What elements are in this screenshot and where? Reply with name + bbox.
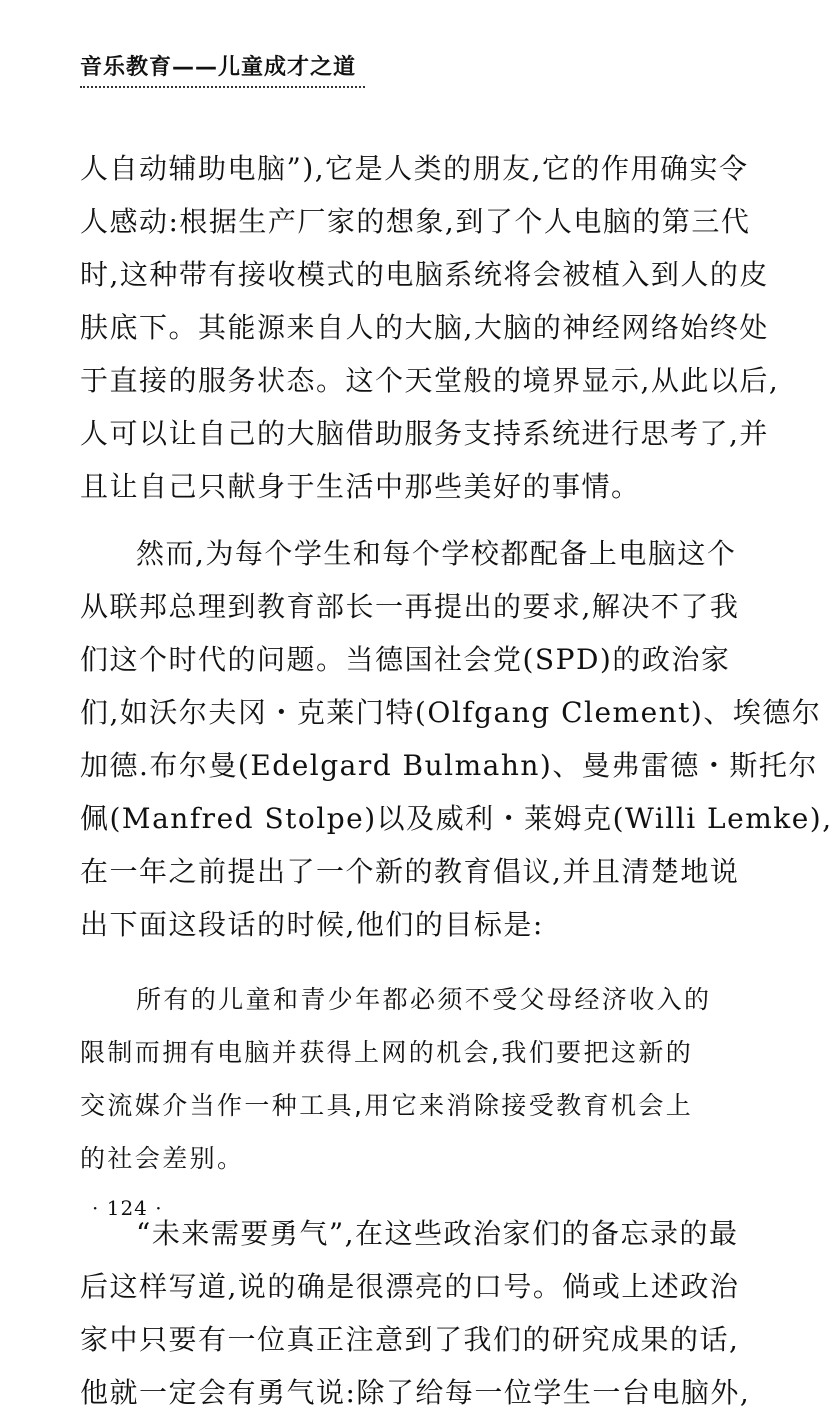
quote-line: 限制而拥有电脑并获得上网的机会,我们要把这新的 (80, 1038, 694, 1067)
paragraph-1 (80, 142, 780, 513)
paragraph-2 (80, 527, 833, 951)
text-line: 们,如沃尔夫冈・克莱门特(Olfgang Clement)、埃德尔 (80, 696, 822, 729)
quote-line: 交流媒介当作一种工具,用它来消除接受教育机会上 (80, 1091, 694, 1120)
text-line: 时,这种带有接收模式的电脑系统将会被植入到人的皮 (80, 258, 769, 291)
text-line: 出下面这段话的时候,他们的目标是: (80, 908, 544, 941)
text-line: 从联邦总理到教育部长一再提出的要求,解决不了我 (80, 590, 740, 623)
paragraph-spacer (80, 951, 705, 973)
text-line: 且让自己只献身于生活中那些美好的事情。 (80, 470, 641, 503)
text-line: 家中只要有一位真正注意到了我们的研究成果的话, (80, 1323, 740, 1356)
text-line: 人感动:根据生产厂家的想象,到了个人电脑的第三代 (80, 205, 751, 238)
text-line: 佩(Manfred Stolpe)以及威利・莱姆克(Willi Lemke), (80, 802, 833, 835)
text-line: 们这个时代的问题。当德国社会党(SPD)的政治家 (80, 643, 731, 676)
text-line: 人自动辅助电脑”),它是人类的朋友,它的作用确实令 (80, 152, 749, 185)
text-line: 于直接的服务状态。这个天堂般的境界显示,从此以后, (80, 364, 780, 397)
paragraph-spacer (80, 1185, 705, 1207)
header-rule (80, 86, 365, 88)
running-header: 音乐教育——儿童成才之道 (80, 55, 357, 80)
text-line: 肤底下。其能源来自人的大脑,大脑的神经网络始终处 (80, 311, 769, 344)
block-quote (80, 973, 712, 1185)
quote-line: 所有的儿童和青少年都必须不受父母经济收入的 (136, 985, 712, 1014)
text-line: 后这样写道,说的确是很漂亮的口号。倘或上述政治 (80, 1270, 740, 1303)
quote-line: 的社会差别。 (80, 1144, 245, 1173)
text-line: 他就一定会有勇气说:除了给每一位学生一台电脑外, (80, 1376, 751, 1409)
paragraph-spacer (80, 513, 705, 527)
body-text (80, 142, 833, 1419)
paragraph-3 (80, 1207, 751, 1419)
page-number: · 124 · (92, 1196, 163, 1220)
text-line: 在一年之前提出了一个新的教育倡议,并且清楚地说 (80, 855, 740, 888)
text-line: 加德.布尔曼(Edelgard Bulmahn)、曼弗雷德・斯托尔 (80, 749, 818, 782)
text-line: 然而,为每个学生和每个学校都配备上电脑这个 (136, 537, 737, 570)
text-line: 人可以让自己的大脑借助服务支持系统进行思考了,并 (80, 417, 769, 450)
text-line: “未来需要勇气”,在这些政治家们的备忘录的最 (136, 1217, 739, 1250)
